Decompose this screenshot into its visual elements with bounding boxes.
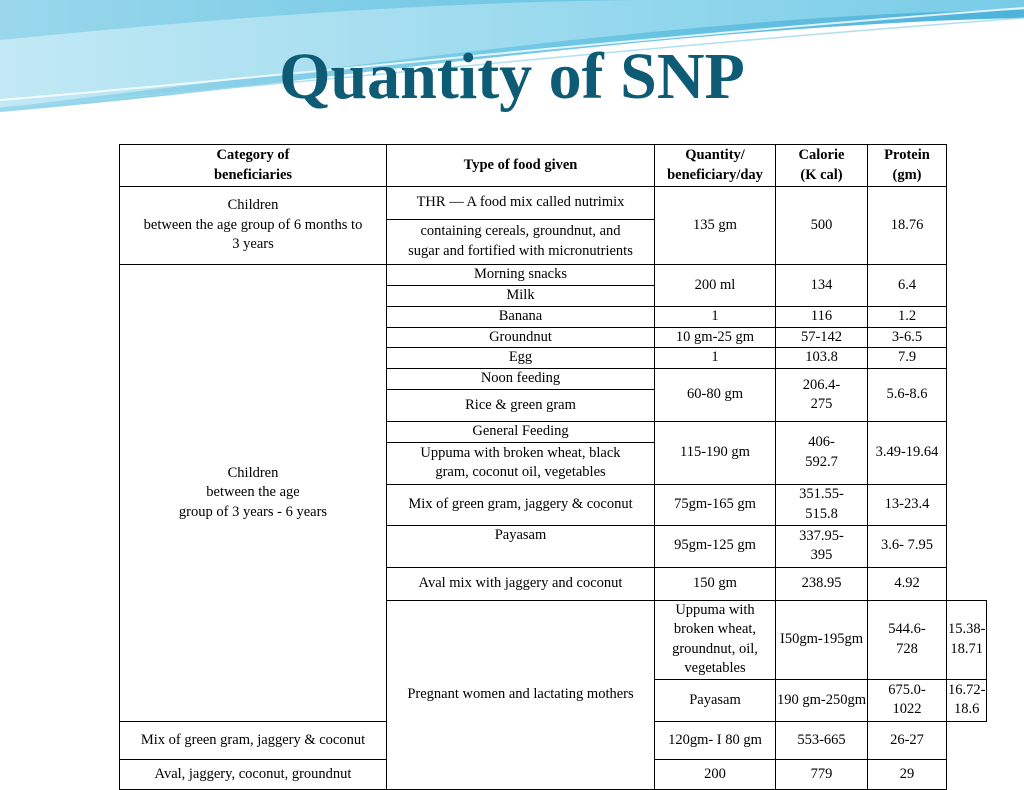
header-category-line1: Category of xyxy=(216,146,290,163)
quantity-cell: 1 xyxy=(655,348,776,369)
food-cell: Mix of green gram, jaggery & coconut xyxy=(387,484,655,525)
food-cell xyxy=(387,220,655,265)
calorie-line: 395 xyxy=(810,547,833,564)
table-row xyxy=(120,265,987,286)
calorie-line: 406- xyxy=(808,434,835,451)
quantity-cell: 150 gm xyxy=(655,567,776,600)
header-protein-line2: (gm) xyxy=(892,166,922,183)
protein-cell: 4.92 xyxy=(868,567,947,600)
calorie-line: 544.6- xyxy=(888,621,926,638)
quantity-cell: 75gm-165 gm xyxy=(655,484,776,525)
protein-cell xyxy=(947,600,987,679)
category-line: group of 3 years - 6 years xyxy=(178,503,328,520)
protein-cell: 5.6-8.6 xyxy=(868,369,947,422)
protein-cell: 26-27 xyxy=(868,721,947,759)
calorie-line: 728 xyxy=(896,640,918,657)
header-quantity-line1: Quantity/ xyxy=(685,146,745,163)
food-line: groundnut, oil, vegetables xyxy=(672,640,758,677)
food-line: containing cereals, groundnut, and xyxy=(420,223,621,240)
food-cell: Rice & green gram xyxy=(387,390,655,422)
calorie-cell: 779 xyxy=(776,759,868,789)
calorie-cell xyxy=(868,600,947,679)
header-quantity-line2: beneficiary/day xyxy=(667,166,763,183)
calorie-line: 675.0- xyxy=(888,681,926,698)
header-calorie xyxy=(776,145,868,187)
calorie-line: 592.7 xyxy=(805,453,838,470)
category-line: Children xyxy=(227,464,279,481)
quantity-cell: 200 ml xyxy=(655,265,776,307)
food-cell: Egg xyxy=(387,348,655,369)
calorie-cell xyxy=(868,679,947,721)
quantity-cell: I50gm-195gm xyxy=(776,600,868,679)
food-line: gram, coconut oil, vegetables xyxy=(435,464,606,481)
category-children-3y-6y xyxy=(120,265,387,722)
calorie-cell xyxy=(776,525,868,567)
calorie-cell: 116 xyxy=(776,306,868,327)
protein-cell: 3.6- 7.95 xyxy=(868,525,947,567)
protein-cell: 18.76 xyxy=(868,187,947,265)
category-children-6m-3y xyxy=(120,187,387,265)
header-calorie-line2: (K cal) xyxy=(800,166,843,183)
food-cell: Mix of green gram, jaggery & coconut xyxy=(120,721,387,759)
calorie-line: 275 xyxy=(810,396,833,413)
calorie-cell xyxy=(776,369,868,422)
snp-quantity-table xyxy=(119,144,987,790)
header-quantity xyxy=(655,145,776,187)
slide-title: Quantity of SNP xyxy=(279,40,745,113)
category-pregnant-lactating: Pregnant women and lactating mothers xyxy=(387,600,655,789)
food-cell: Payasam xyxy=(387,525,655,567)
protein-line: 15.38- xyxy=(948,621,986,638)
food-cell: Groundnut xyxy=(387,327,655,348)
quantity-cell: 135 gm xyxy=(655,187,776,265)
calorie-cell xyxy=(776,484,868,525)
calorie-cell: 238.95 xyxy=(776,567,868,600)
quantity-cell: 1 xyxy=(655,306,776,327)
food-cell xyxy=(655,600,776,679)
calorie-line: 337.95- xyxy=(799,527,844,544)
quantity-cell: 60-80 gm xyxy=(655,369,776,422)
header-category xyxy=(120,145,387,187)
protein-cell: 7.9 xyxy=(868,348,947,369)
protein-line: 18.6 xyxy=(954,701,980,718)
quantity-cell: 120gm- I 80 gm xyxy=(655,721,776,759)
header-food-type: Type of food given xyxy=(387,145,655,187)
calorie-line: 351.55- xyxy=(799,486,844,503)
food-cell: Aval, jaggery, coconut, groundnut xyxy=(120,759,387,789)
category-line: between the age xyxy=(206,484,300,501)
food-cell xyxy=(387,442,655,484)
header-protein-line1: Protein xyxy=(884,146,930,163)
food-line: Uppuma with broken wheat, black xyxy=(420,444,621,461)
food-line: sugar and fortified with micronutrients xyxy=(408,243,633,259)
protein-cell: 3-6.5 xyxy=(868,327,947,348)
quantity-cell: 200 xyxy=(655,759,776,789)
protein-cell xyxy=(947,679,987,721)
table-row xyxy=(120,187,987,220)
calorie-cell: 500 xyxy=(776,187,868,265)
quantity-cell: 190 gm-250gm xyxy=(776,679,868,721)
noon-feeding-label: Noon feeding xyxy=(387,369,655,390)
calorie-cell: 134 xyxy=(776,265,868,307)
protein-cell: 1.2 xyxy=(868,306,947,327)
calorie-line: 515.8 xyxy=(805,505,838,522)
food-cell: Payasam xyxy=(655,679,776,721)
protein-cell: 6.4 xyxy=(868,265,947,307)
morning-snacks-label: Morning snacks xyxy=(387,265,655,286)
calorie-line: 1022 xyxy=(892,701,922,718)
header-category-line2: beneficiaries xyxy=(213,166,293,183)
quantity-cell: 95gm-125 gm xyxy=(655,525,776,567)
calorie-line: 206.4- xyxy=(802,376,841,393)
quantity-cell: 115-190 gm xyxy=(655,422,776,485)
protein-line: 16.72- xyxy=(948,681,986,698)
food-cell: Aval mix with jaggery and coconut xyxy=(387,567,655,600)
calorie-cell: 103.8 xyxy=(776,348,868,369)
calorie-cell: 57-142 xyxy=(776,327,868,348)
protein-cell: 3.49-19.64 xyxy=(868,422,947,485)
quantity-cell: 10 gm-25 gm xyxy=(655,327,776,348)
header-protein xyxy=(868,145,947,187)
header-calorie-line1: Calorie xyxy=(798,146,845,163)
calorie-cell: 553-665 xyxy=(776,721,868,759)
category-line: between the age group of 6 months to xyxy=(143,216,363,233)
general-feeding-label: General Feeding xyxy=(387,422,655,443)
protein-cell: 13-23.4 xyxy=(868,484,947,525)
protein-line: 18.71 xyxy=(950,640,984,657)
calorie-cell xyxy=(776,422,868,485)
food-line: Uppuma with broken wheat, xyxy=(673,601,757,638)
category-line: Children xyxy=(227,197,279,214)
food-cell: Banana xyxy=(387,306,655,327)
protein-cell: 29 xyxy=(868,759,947,789)
category-line: 3 years xyxy=(232,236,274,253)
food-cell: THR — A food mix called nutrimix xyxy=(387,187,655,220)
table-header-row xyxy=(120,145,987,187)
food-cell: Milk xyxy=(387,286,655,307)
